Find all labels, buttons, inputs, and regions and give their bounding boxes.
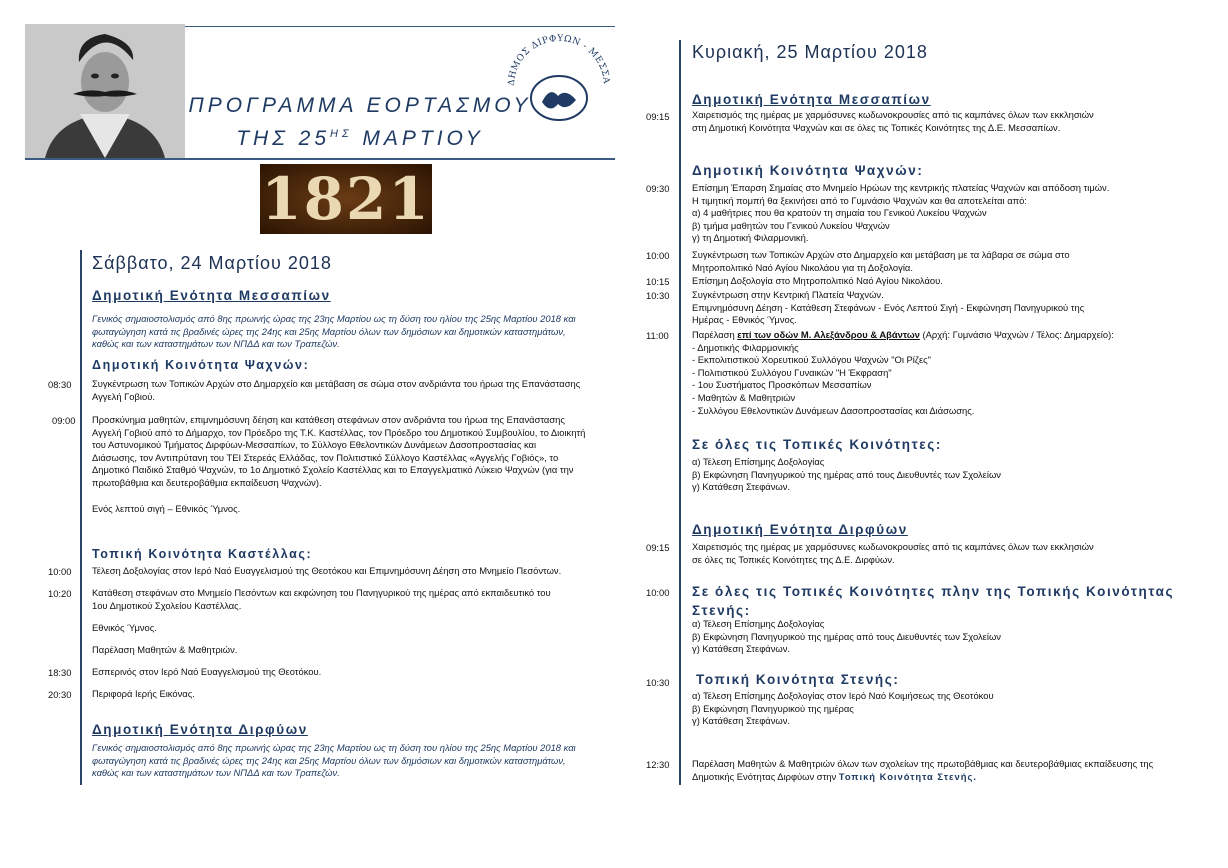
schedule-entry [692,109,1212,134]
entry-line: α) Τέλεση Επίσημης Δοξολογίας [692,618,825,629]
right-r6-heading: Τοπική Κοινότητα Στενής: [696,672,900,687]
schedule-entry: Παρέλαση Μαθητών & Μαθητριών. [92,644,238,655]
entry-line: Μητροπολιτικό Ναό Αγίου Νικολάου για τη Δοξολογία. [692,261,913,273]
left-s1-heading: Δημοτική Ενότητα Μεσσαπίων [92,288,331,303]
schedule-entry [692,456,1212,494]
entry-line: Διάσωσης, τον Αντιπρύτανη του ΤΕΙ Στερεάς Ελλάδας, τον Πολιτιστικό Σύλλογο Καστέλλας «Αγγελής Γοβιός», το [92,451,559,463]
time-label: 09:15 [646,542,670,553]
schedule-entry: Ενός λεπτού σιγή – Εθνικός Ύμνος. [92,503,241,514]
seal-text: ΔΗΜΟΣ ΔΙΡΦΥΩΝ - ΜΕΣΣΑ [506,33,612,87]
schedule-entry: Τέλεση Δοξολογίας στον Ιερό Ναό Ευαγγελισμού της Θεοτόκου και Επιμνημόσυνη Δέηση στο Μνημείο Πεσόντων. [92,565,562,576]
left-s1-line: καθώς και των καταστημάτων των ΝΠΔΔ και των Τραπεζών. [92,338,340,350]
entry-line: Αγγελή Γοβιού από το Δήμαρχο, τον Πρόεδρο της Τ.Κ. Καστέλλας, τον Πρόεδρο του Δημοτικού Συμβουλίου, το Διοικητή [92,426,586,438]
right-r5-heading-line: Στενής: [692,603,751,618]
left-s4-text [92,742,612,780]
saturday-date: Σάββατο, 24 Μαρτίου 2018 [92,253,332,273]
parade-prefix: Παρέλαση [692,329,738,340]
time-label: 10:15 [646,276,670,287]
right-column-line [679,40,681,785]
year-banner: 1821 [261,165,431,233]
parade-item: - 1ου Συστήματος Προσκόπων Μεσσαπίων [692,379,872,391]
entry-line-prefix: Δημοτικής Ενότητας Διρφύων στην [692,770,839,782]
time-label: 10:30 [646,677,670,688]
entry-line: Κατάθεση στεφάνων στο Μνημείο Πεσόντων και εκφώνηση του Πανηγυρικού της ημέρας από εκπαιδευτικό του [92,587,551,598]
entry-line: γ) Κατάθεση Στεφάνων. [692,643,790,655]
svg-text:ΔΗΜΟΣ ΔΙΡΦΥΩΝ - ΜΕΣΣΑΠΙΩΝ [500,30,611,86]
left-s3-heading: Τοπική Κοινότητα Καστέλλας: [92,547,313,561]
parade-suffix: (Αρχή: Γυμνάσιο Ψαχνών / Τέλος: Δημαρχείο): [919,329,1114,340]
parade-entry [692,329,1212,417]
left-s4-line: Γενικός σημαιοστολισμός από 8ης πρωινής ώρας της 23ης Μαρτίου ως τη δύση του ηλίου της 25ης Μαρτίου 2018 και [92,742,576,753]
schedule-entry [92,378,612,403]
entry-line-emphasis: Τοπική Κοινότητα Στενής. [838,770,977,782]
schedule-entry [92,587,612,612]
title-line-2-main: ΤΗΣ 25 [236,127,330,150]
schedule-entry [692,690,1212,728]
schedule-entry [692,758,1212,783]
schedule-entry: Εθνικός Ύμνος. [92,622,157,633]
entry-line: Η τιμητική πομπή θα ξεκινήσει από το Γυμνάσιο Ψαχνών και θα αποτελείται από: [692,194,1027,206]
time-label: 12:30 [646,759,670,770]
entry-line: Αγγελή Γοβιού. [92,390,155,402]
left-s4-line: φωταγώγηση κατά τις βραδινές ώρες της 24ης και 25ης Μαρτίου όλων των δημόσιων και δημοτικών καταστημάτων, [92,754,566,766]
title-line-1: ΠΡΟΓΡΑΜΜΑ ΕΟΡΤΑΣΜΟΥ [188,94,532,117]
right-r4-heading: Δημοτική Ενότητα Διρφύων [692,522,908,537]
schedule-entry [92,414,612,490]
entry-line: α) 4 μαθήτριες που θα κρατούν τη σημαία του Γενικού Λυκείου Ψαχνών [692,207,987,219]
sunday-date: Κυριακή, 25 Μαρτίου 2018 [692,42,928,62]
entry-line: α) Τέλεση Επίσημης Δοξολογίας στον Ιερό Ναό Κοιμήσεως της Θεοτόκου [692,690,994,701]
entry-line: Συγκέντρωση των Τοπικών Αρχών στο Δημαρχείο και μετάβαση με τα λάβαρα σε σώμα στο [692,249,1070,260]
time-label: 10:00 [646,587,670,598]
parade-item: - Δημοτικής Φιλαρμονικής [692,341,799,353]
schedule-entry [692,182,1212,245]
title-line-2-end: ΜΑΡΤΙΟΥ [352,127,484,150]
schedule-entry: Περιφορά Ιερής Εικόνας. [92,688,195,699]
left-column-line [80,250,82,785]
parade-route: επί των οδών Μ. Αλεξάνδρου & Αβάντων [737,329,920,340]
left-s1-line: φωταγώγηση κατά τις βραδινές ώρες της 24ης και 25ης Μαρτίου όλων των δημόσιων και δημοτικών καταστημάτων, [92,325,566,337]
parade-line [692,329,1212,342]
left-s2-heading: Δημοτική Κοινότητα Ψαχνών: [92,358,310,372]
time-label: 11:00 [646,330,669,341]
entry-line: Ημέρας - Εθνικός Ύμνος. [692,314,797,326]
entry-line: Χαιρετισμός της ημέρας με χαρμόσυνες κωδωνοκρουσίες από τις καμπάνες όλων των εκκλησιών [692,541,1094,552]
schedule-entry [692,289,1212,327]
entry-line: Επίσημη Έπαρση Σημαίας στο Μνημείο Ηρώων της κεντρικής πλατείας Ψαχνών και απόδοση τιμών. [692,182,1110,193]
entry-line: Προσκύνημα μαθητών, επιμνημόσυνη δέηση και κατάθεση στεφάνων στον ανδριάντα του ήρωα της Επανάστασης [92,414,565,425]
entry-line: 1ου Δημοτικού Σχολείου Καστέλλας. [92,599,242,611]
right-r2-heading: Δημοτική Κοινότητα Ψαχνών: [692,163,924,178]
schedule-entry [692,618,1212,656]
entry-line: Παρέλαση Μαθητών & Μαθητριών όλων των σχολείων της πρωτοβάθμιας και δευτεροβάθμιας εκπαίδευσης της [692,758,1154,769]
entry-line: β) Εκφώνηση Πανηγυρικού της ημέρας από τους Διευθυντές των Σχολείων [692,630,1001,642]
parade-item: - Μαθητών & Μαθητριών [692,391,796,403]
left-s1-text [92,313,612,351]
entry-line: Συγκέντρωση των Τοπικών Αρχών στο Δημαρχείο και μετάβαση σε σώμα στον ανδριάντα του ήρωα της Επανάστασης [92,378,581,389]
entry-line: του Αστυνομικού Τμήματος Διρφύων-Μεσσαπίων, το Σύλλογο Εθελοντικών Δυνάμεων Δασοπροστασίας και [92,439,537,451]
time-label: 09:00 [52,415,76,426]
time-label: 09:30 [646,183,670,194]
schedule-entry: Επίσημη Δοξολογία στο Μητροπολιτικό Ναό Αγίου Νικολάου. [692,275,943,286]
time-label: 08:30 [48,379,72,390]
time-label: 10:20 [48,588,72,599]
left-s4-line: καθώς και των καταστημάτων των ΝΠΔΔ και των Τραπεζών. [92,767,340,779]
entry-line: σε όλες τις Τοπικές Κοινότητες της Δ.Ε. Διρφύων. [692,553,895,565]
entry-line: Επιμνημόσυνη Δέηση - Κατάθεση Στεφάνων - Ενός Λεπτού Σιγή - Εκφώνηση Πανηγυρικού της [692,301,1085,313]
entry-line [692,771,1212,784]
entry-line: στη Δημοτική Κοινότητα Ψαχνών και σε όλες τις Τοπικές Κοινότητες της Δ.Ε. Μεσσαπίων. [692,121,1061,133]
entry-line: β) τμήμα μαθητών του Γενικού Λυκείου Ψαχνών [692,219,890,231]
parade-item: - Εκπολιτιστικού Χορευτικού Συλλόγου Ψαχνών "Οι Ρίζες" [692,354,932,366]
right-r3-heading: Σε όλες τις Τοπικές Κοινότητες: [692,437,942,452]
entry-line: Συγκέντρωση στην Κεντρική Πλατεία Ψαχνών. [692,289,884,300]
schedule-entry [692,541,1212,566]
header-bottom-rule [25,158,615,160]
entry-line: Δημοτικό Παιδικό Σταθμό Ψαχνών, το 1ο Δημοτικό Σχολείο Καστέλλας και το Επαγγελματικό Λύκειο Ψαχνών (για την [92,464,574,476]
schedule-entry [692,249,1212,274]
entry-line: Χαιρετισμός της ημέρας με χαρμόσυνες κωδωνοκρουσίες από τις καμπάνες όλων των εκκλησιών [692,109,1094,120]
schedule-entry: Εσπερινός στον Ιερό Ναό Ευαγγελισμού της Θεοτόκου. [92,666,322,677]
left-s4-heading: Δημοτική Ενότητα Διρφύων [92,722,308,737]
time-label: 10:00 [48,566,72,577]
entry-line: γ) Κατάθεση Στεφάνων. [692,715,790,727]
parade-item: - Συλλόγου Εθελοντικών Δυνάμεων Δασοπροστασίας και Διάσωσης. [692,404,975,416]
right-r1-heading: Δημοτική Ενότητα Μεσσαπίων [692,92,931,107]
entry-line: β) Εκφώνηση Πανηγυρικού της ημέρας από τους Διευθυντές των Σχολείων [692,468,1001,480]
entry-line: γ) τη Δημοτική Φιλαρμονική. [692,232,809,244]
entry-line: γ) Κατάθεση Στεφάνων. [692,481,790,493]
parade-item: - Πολιτιστικού Συλλόγου Γυναικών "Η Έκφραση" [692,366,892,378]
left-s1-line: Γενικός σημαιοστολισμός από 8ης πρωινής ώρας της 23ης Μαρτίου ως τη δύση του ηλίου της 25ης Μαρτίου 2018 και [92,313,576,324]
entry-line: β) Εκφώνηση Πανηγυρικού της ημέρας [692,702,854,714]
time-label: 18:30 [48,667,72,678]
entry-line: α) Τέλεση Επίσημης Δοξολογίας [692,456,825,467]
time-label: 20:30 [48,689,72,700]
entry-line: πρωτοβάθμια και δευτεροβάθμια εκπαίδευση Ψαχνών). [92,476,322,488]
time-label: 10:30 [646,290,670,301]
right-r5-heading [692,582,1212,620]
municipality-seal [500,30,618,130]
time-label: 09:15 [646,111,670,122]
title-superscript: ΗΣ [330,128,353,140]
time-label: 10:00 [646,250,670,261]
right-r5-heading-line: Σε όλες τις Τοπικές Κοινότητες πλην της Τοπικής Κοινότητας [692,584,1175,599]
